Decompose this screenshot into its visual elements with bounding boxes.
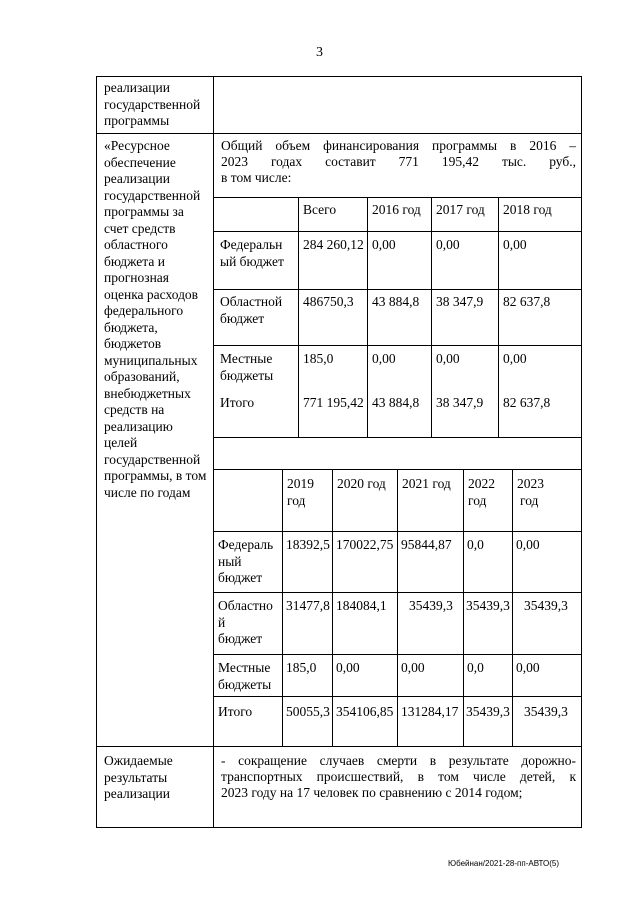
t2-cell: 35439,3 (524, 598, 568, 613)
t2-cell: 50055,3 (286, 704, 330, 719)
t1-cell: 0,00 (372, 237, 396, 252)
t1-cell: 0,00 (436, 237, 460, 252)
t1-cell: 185,0 (303, 351, 334, 366)
t2-cell: 185,0 (286, 660, 317, 675)
t2-cell: 35439,3 (524, 704, 568, 719)
t1-cell: 82 637,8 (503, 395, 551, 410)
t1-header-2016: 2016 год (372, 202, 421, 217)
t2-cell: 184084,1 (336, 598, 387, 613)
row3-label: Ожидаемые результаты реализации (104, 753, 173, 801)
t2-cell: 0,00 (336, 660, 360, 675)
t2-cell: 35439,3 (466, 598, 510, 613)
t2-row-label: Местные бюджеты (218, 660, 272, 692)
t1-cell: 0,00 (436, 351, 460, 366)
t1-cell: 82 637,8 (503, 294, 551, 309)
t2-cell: 18392,5 (286, 537, 330, 552)
t1-header-total: Всего (303, 202, 337, 217)
financing-description: Общий объем финансирования программы в 2016 – 2023 годах составит 771 195,42 тыс. руб., в том числе: (221, 138, 576, 185)
t1-row-label: Итого (220, 395, 255, 410)
t2-row-label: Областно й бюджет (218, 598, 273, 646)
t1-cell: 0,00 (503, 351, 527, 366)
t1-cell: 771 195,42 (303, 395, 364, 410)
t2-header-2022: 2022 год (468, 476, 495, 508)
t2-row-label: Итого (218, 704, 253, 719)
t1-cell: 43 884,8 (372, 395, 420, 410)
page-number: 3 (316, 45, 323, 60)
t2-cell: 0,00 (401, 660, 425, 675)
t1-row-label: Местные бюджеты (220, 351, 274, 383)
t2-header-2020: 2020 год (337, 476, 386, 491)
t2-header-2023: 2023 год (517, 476, 544, 508)
t2-cell: 35439,3 (466, 704, 510, 719)
t1-cell: 38 347,9 (436, 294, 484, 309)
t1-cell: 38 347,9 (436, 395, 484, 410)
t2-cell: 95844,87 (401, 537, 452, 552)
t2-cell: 354106,85 (336, 704, 394, 719)
t2-row-label: Федераль ный бюджет (218, 537, 274, 585)
row1-label: реализации государственной программы (104, 80, 201, 128)
t1-row-label: Федеральн ый бюджет (220, 237, 284, 269)
t1-header-2018: 2018 год (503, 202, 552, 217)
expected-results-text: - сокращение случаев смерти в результате дорожно- транспортных происшествий, в том числе детей, к 2023 году на 17 человек по сравнению с 2014 годом; (221, 753, 576, 800)
t2-cell: 35439,3 (409, 598, 453, 613)
t1-cell: 284 260,12 (303, 237, 364, 252)
program-passport-table (96, 76, 582, 828)
t2-header-2019: 2019 год (287, 476, 314, 508)
t2-cell: 0,0 (467, 537, 484, 552)
t1-header-2017: 2017 год (436, 202, 485, 217)
t1-cell: 486750,3 (303, 294, 354, 309)
t1-cell: 0,00 (503, 237, 527, 252)
row2-label: «Ресурсное обеспечение реализации государственной программы за счет средств областного бюджета и прогнозная оценка расходов федерального бюджета, бюджетов муниципальных образований, внебюджетных средств на реализацию целей государственной программы, в том числе по годам (104, 138, 207, 500)
t2-header-2021: 2021 год (402, 476, 451, 491)
t2-cell: 0,0 (467, 660, 484, 675)
t2-cell: 170022,75 (336, 537, 394, 552)
t1-cell: 43 884,8 (372, 294, 420, 309)
t2-cell: 0,00 (516, 537, 540, 552)
t1-cell: 0,00 (372, 351, 396, 366)
t2-cell: 131284,17 (401, 704, 459, 719)
footer-document-id: Юбейнан/2021-28-пп-АВТО(5) (448, 859, 560, 868)
t1-row-label: Областной бюджет (220, 294, 283, 326)
t2-cell: 31477,8 (286, 598, 330, 613)
t2-cell: 0,00 (516, 660, 540, 675)
